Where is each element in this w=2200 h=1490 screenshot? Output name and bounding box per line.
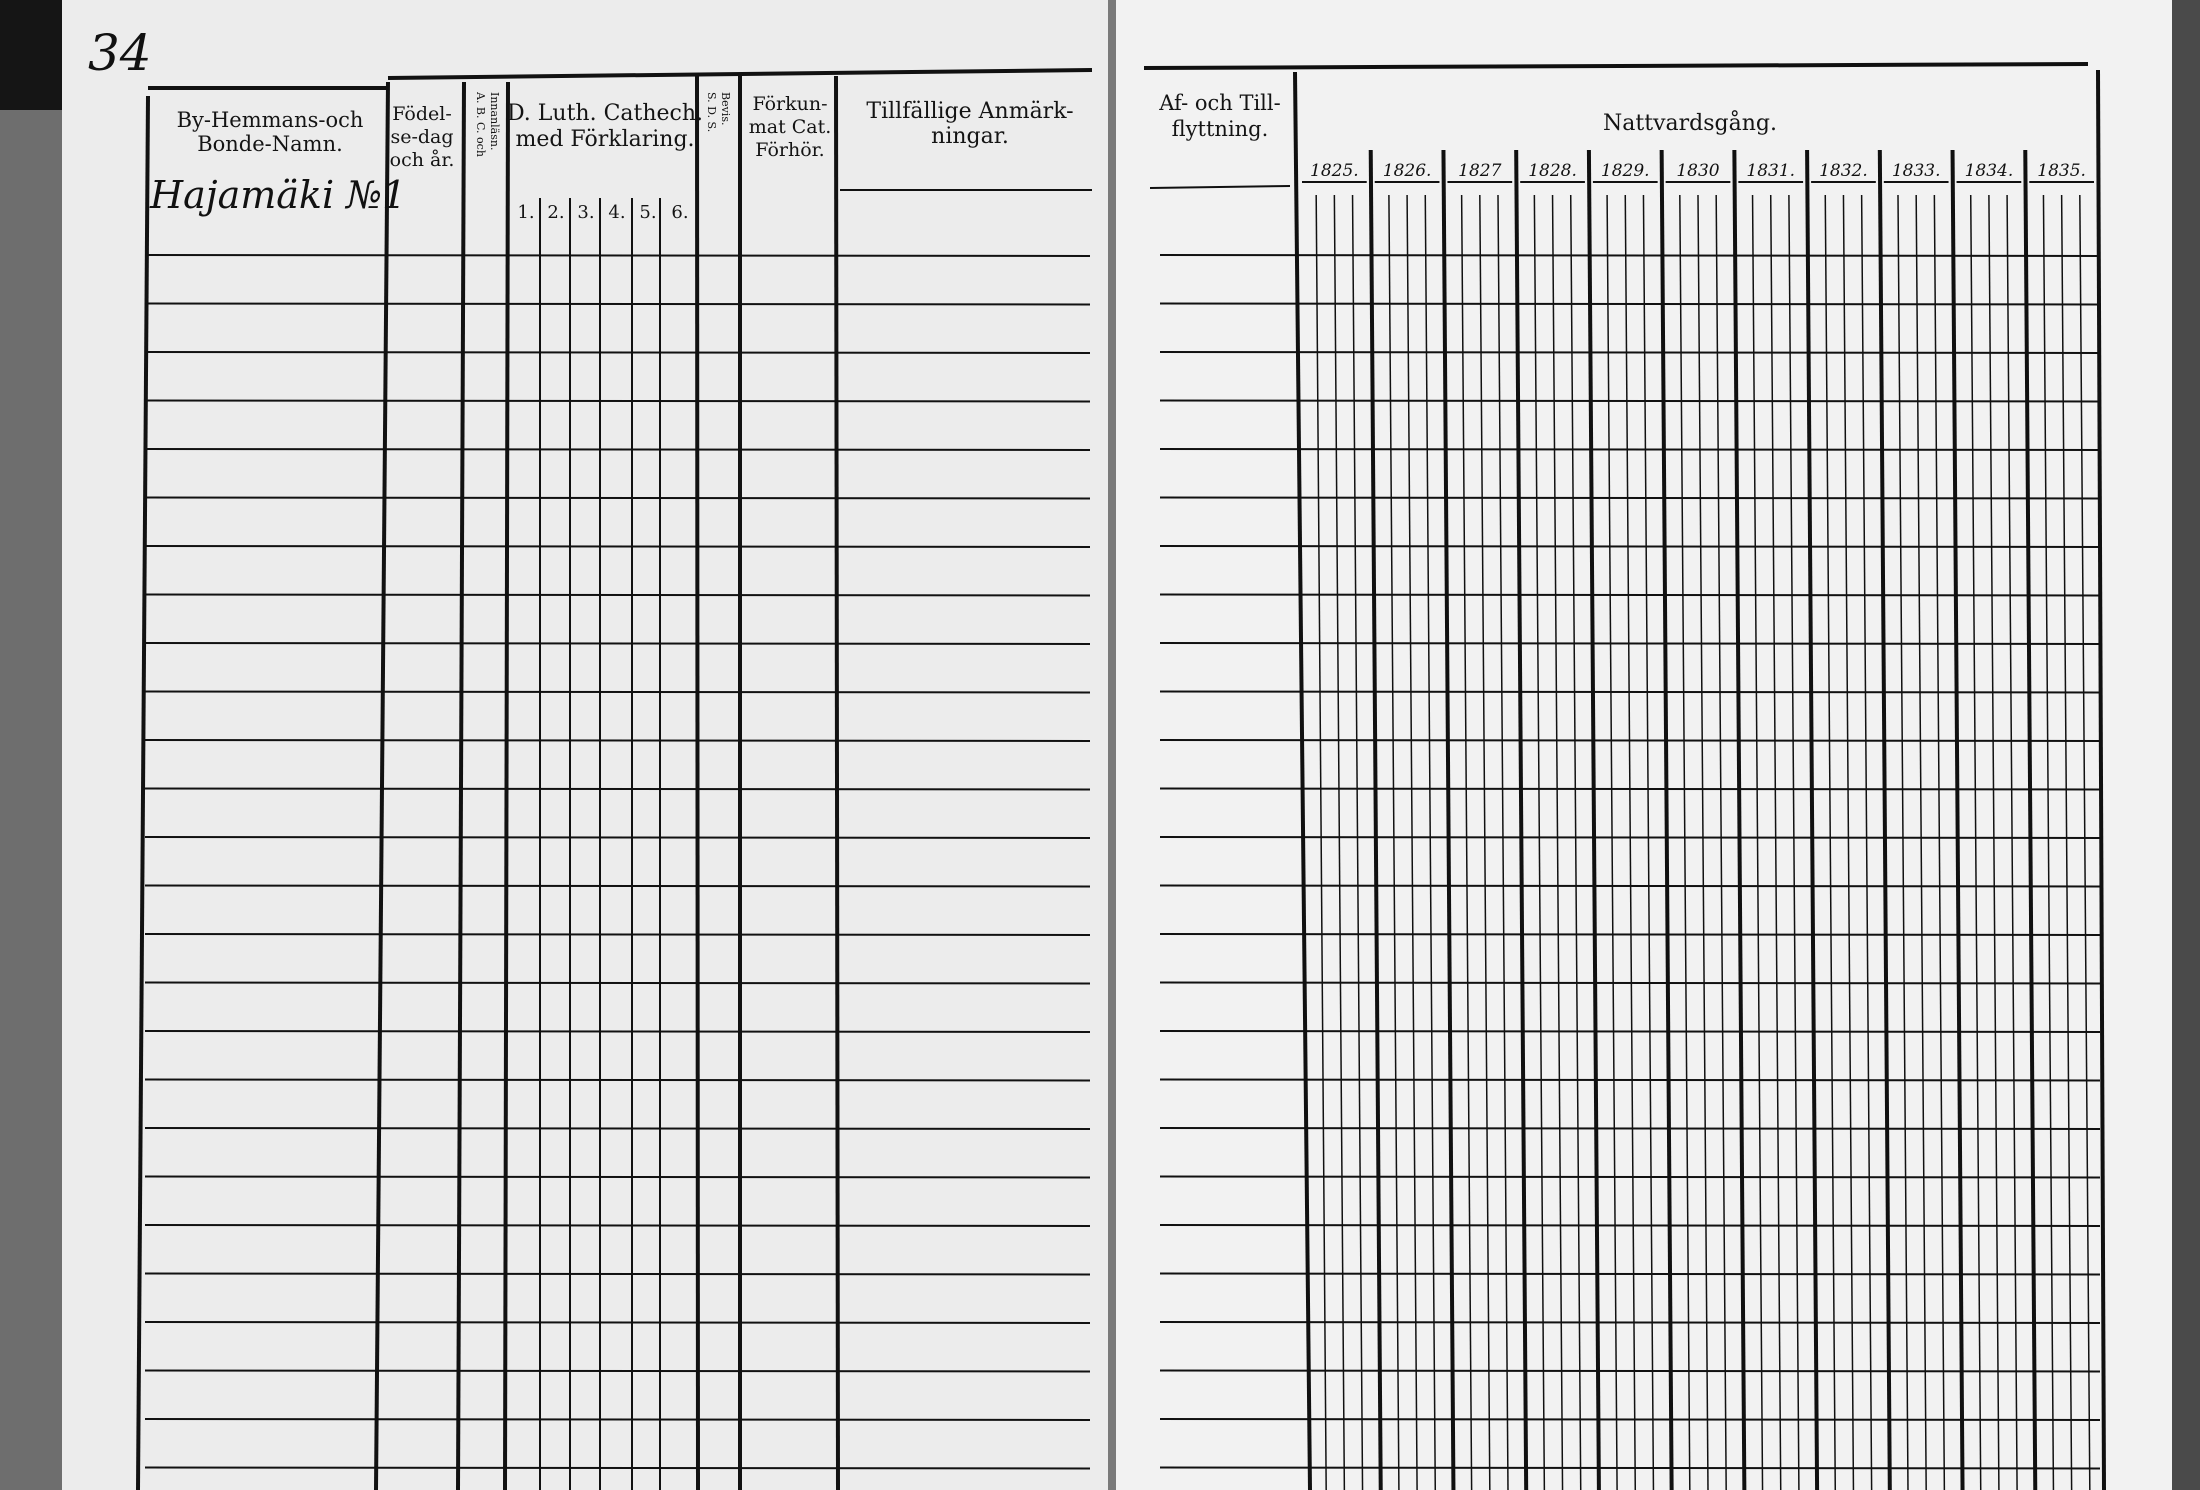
row-rule xyxy=(1160,1128,2100,1129)
header-name-line1: By-Hemmans-och xyxy=(176,108,364,132)
header-moving-line2: flyttning. xyxy=(1171,117,1269,141)
row-rule xyxy=(145,886,1090,887)
row-rule xyxy=(145,1080,1090,1081)
row-rule xyxy=(1160,983,2100,984)
row-rule xyxy=(145,1419,1090,1420)
row-rule xyxy=(1160,789,2100,790)
row-rule xyxy=(1160,740,2100,741)
header-birth-line1: Födel- xyxy=(392,103,452,125)
year-label: 1826. xyxy=(1382,161,1432,181)
cathech-number: 4. xyxy=(608,202,626,223)
header-forkum-line2: mat Cat. xyxy=(748,116,832,138)
header-remarks-line2: ningar. xyxy=(931,124,1009,149)
header-abc-line2: Innanläsn. xyxy=(488,92,501,151)
row-rule xyxy=(145,595,1090,596)
row-rule xyxy=(1160,1468,2100,1469)
row-rule xyxy=(145,1177,1090,1178)
row-rule xyxy=(1160,934,2100,935)
row-rule xyxy=(1160,1419,2100,1420)
row-rule xyxy=(1160,595,2100,596)
row-rule xyxy=(1160,1031,2100,1032)
row-rule xyxy=(145,837,1090,838)
left-page xyxy=(62,0,1120,1490)
cathech-number: 3. xyxy=(577,202,595,223)
year-labels xyxy=(1310,161,2086,181)
header-forkum-line3: Förhör. xyxy=(755,139,825,161)
farm-name: Hajamäki №1 xyxy=(150,173,407,217)
header-forkum-line1: Förkun- xyxy=(752,93,828,115)
year-label: 1832. xyxy=(1819,161,1868,181)
row-rule xyxy=(1160,1371,2100,1372)
cathech-number: 6. xyxy=(671,202,689,223)
year-label: 1828. xyxy=(1528,161,1577,181)
row-rule xyxy=(1160,886,2100,887)
row-rule xyxy=(1160,449,2100,450)
row-rule xyxy=(145,401,1090,402)
year-label: 1827 xyxy=(1458,161,1502,181)
gutter xyxy=(1108,0,1116,1490)
row-rule xyxy=(1160,401,2100,402)
header-remarks-line1: Tillfällige Anmärk- xyxy=(866,99,1074,124)
header-abc-line1: A. B. C. och xyxy=(474,92,487,157)
row-rule xyxy=(145,1128,1090,1129)
row-rule xyxy=(145,449,1090,450)
row-rule xyxy=(145,352,1090,353)
row-rule xyxy=(1160,255,2100,256)
header-extra-line2: Bevis. xyxy=(719,92,732,126)
row-rule xyxy=(145,1468,1090,1469)
row-rule xyxy=(1160,1322,2100,1323)
row-rule xyxy=(1160,1274,2100,1275)
header-name-col xyxy=(177,108,364,156)
year-label: 1831. xyxy=(1746,161,1796,181)
row-rule xyxy=(145,546,1090,547)
row-rule xyxy=(145,1225,1090,1226)
row-rule xyxy=(145,1031,1090,1032)
header-cathech-col xyxy=(507,101,703,152)
row-rule xyxy=(145,643,1090,644)
header-abc-col xyxy=(474,91,501,157)
page-number: 34 xyxy=(88,24,152,82)
row-rule xyxy=(1160,692,2100,693)
year-label: 1830 xyxy=(1676,161,1720,181)
header-name-line2: Bonde-Namn. xyxy=(197,132,343,156)
row-rule xyxy=(145,255,1090,256)
communion-title: Nattvardsgång. xyxy=(1603,111,1777,136)
year-label: 1835. xyxy=(2037,161,2086,181)
row-rule xyxy=(145,1371,1090,1372)
row-rule xyxy=(1160,643,2100,644)
year-label: 1833. xyxy=(1891,161,1941,181)
row-rule xyxy=(1160,352,2100,353)
row-rule xyxy=(145,692,1090,693)
header-cathech-line2: med Förklaring. xyxy=(515,127,695,152)
header-birth-line3: och år. xyxy=(389,149,455,171)
row-rule xyxy=(1160,1177,2100,1178)
row-rule xyxy=(145,789,1090,790)
column-rule xyxy=(836,76,838,1490)
header-moving-line1: Af- och Till- xyxy=(1159,91,1281,115)
row-rule xyxy=(1160,304,2100,305)
row-rule xyxy=(1160,1225,2100,1226)
header-birth-col xyxy=(390,103,455,171)
header-extra-line1: S. D. S. xyxy=(705,92,718,133)
header-forkum-col xyxy=(749,93,832,161)
row-rule xyxy=(145,983,1090,984)
row-rule xyxy=(145,934,1090,935)
cathech-number: 5. xyxy=(639,202,657,223)
column-rule xyxy=(697,76,698,1490)
row-rule xyxy=(1160,498,2100,499)
row-rule xyxy=(1160,1080,2100,1081)
header-birth-line2: se-dag xyxy=(390,126,454,148)
row-rule xyxy=(145,740,1090,741)
year-label: 1825. xyxy=(1310,161,1359,181)
year-label: 1829. xyxy=(1600,161,1650,181)
cathech-number: 2. xyxy=(547,202,565,223)
row-rule xyxy=(1160,546,2100,547)
header-cathech-line1: D. Luth. Cathech. xyxy=(506,101,704,126)
cathech-number: 1. xyxy=(517,202,535,223)
row-rule xyxy=(145,498,1090,499)
row-rule xyxy=(145,304,1090,305)
row-rule xyxy=(145,1322,1090,1323)
year-label: 1834. xyxy=(1964,161,2014,181)
row-rule xyxy=(145,1274,1090,1275)
row-rule xyxy=(1160,837,2100,838)
